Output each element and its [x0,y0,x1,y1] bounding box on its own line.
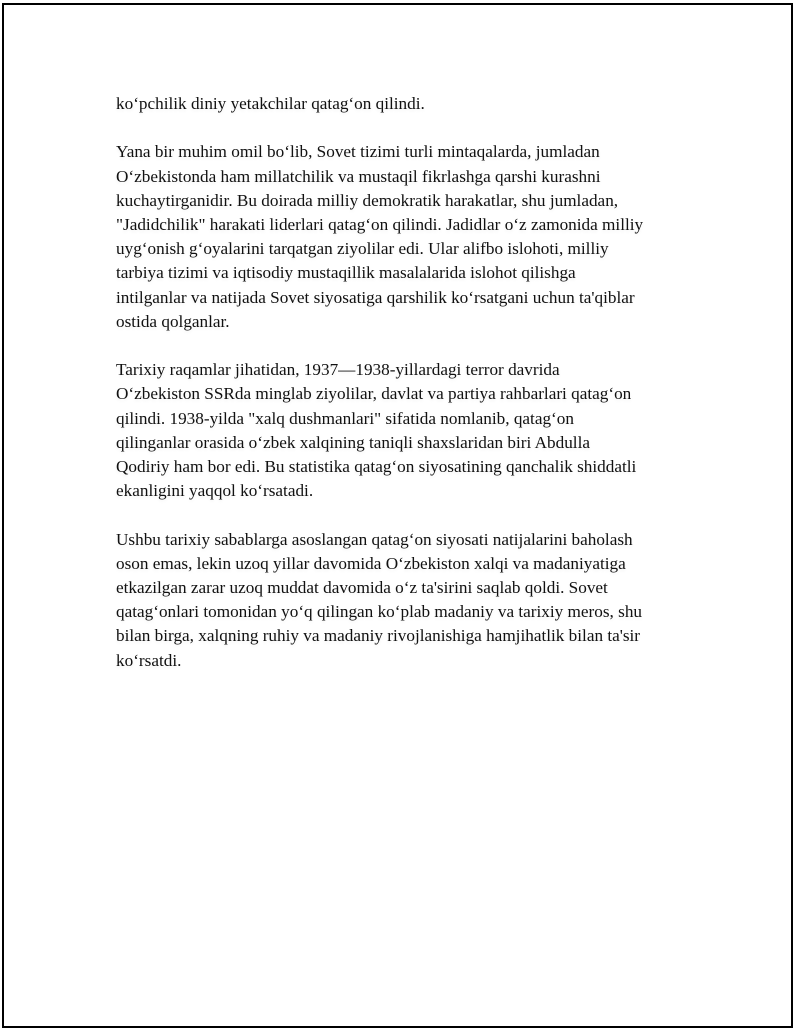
text-line: "Jadidchilik" harakati liderlari qatag‘on qilindi. Jadidlar o‘z zamonida milliy [116,215,644,234]
text-line: kuchaytirganidir. Bu doirada milliy demokratik harakatlar, shu jumladan, [116,190,619,210]
text-line: ostida qolganlar. [116,311,230,331]
paragraph-3 [116,358,686,503]
text-line: ko‘rsatdi. [116,650,182,670]
document-body [116,92,686,697]
text-line: O‘zbekistonda ham millatchilik va mustaqil fikrlashga qarshi kurashni [116,166,601,186]
text-line: Tarixiy raqamlar jihatidan, 1937—1938-yillardagi terror davrida [116,360,560,380]
text-line: Ushbu tarixiy sabablarga asoslangan qatag‘on siyosati natijalarini baholash [116,529,633,549]
text-line: tarbiya tizimi va iqtisodiy mustaqillik masalalarida islohot qilishga [116,263,576,283]
text-line: O‘zbekiston SSRda minglab ziyolilar, davlat va partiya rahbarlari qatag‘on [116,384,632,404]
text-line: qilinganlar orasida o‘zbek xalqining taniqli shaxslaridan biri Abdulla [116,432,590,452]
text-line: bilan birga, xalqning ruhiy va madaniy rivojlanishiga hamjihatlik bilan ta'sir [116,626,641,646]
text-line: uyg‘onish g‘oyalarini tarqatgan ziyolilar edi. Ular alifbo islohoti, milliy [116,239,609,259]
text-line: Yana bir muhim omil bo‘lib, Sovet tizimi turli mintaqalarda, jumladan [116,142,600,162]
paragraph-2 [116,140,686,334]
text-line: oson emas, lekin uzoq yillar davomida O‘zbekiston xalqi va madaniyatiga [116,553,626,573]
text-line: ekanligini yaqqol ko‘rsatadi. [116,481,314,501]
text-line: intilganlar va natijada Sovet siyosatiga qarshilik ko‘rsatgani uchun ta'qiblar [116,287,635,307]
text-line: etkazilgan zarar uzoq muddat davomida o‘z ta'sirini saqlab qoldi. Sovet [116,578,608,598]
paragraph-4 [116,528,686,673]
text-line: Qodiriy ham bor edi. Bu statistika qatag‘on siyosatining qanchalik shiddatli [116,457,637,477]
text-line: qatag‘onlari tomonidan yo‘q qilingan ko‘plab madaniy va tarixiy meros, shu [116,602,643,622]
text-line: ko‘pchilik diniy yetakchilar qatag‘on qilindi. [116,94,425,113]
text-line: qilindi. 1938-yilda "xalq dushmanlari" sifatida nomlanib, qatag‘on [116,408,574,428]
paragraph-1 [116,92,686,116]
